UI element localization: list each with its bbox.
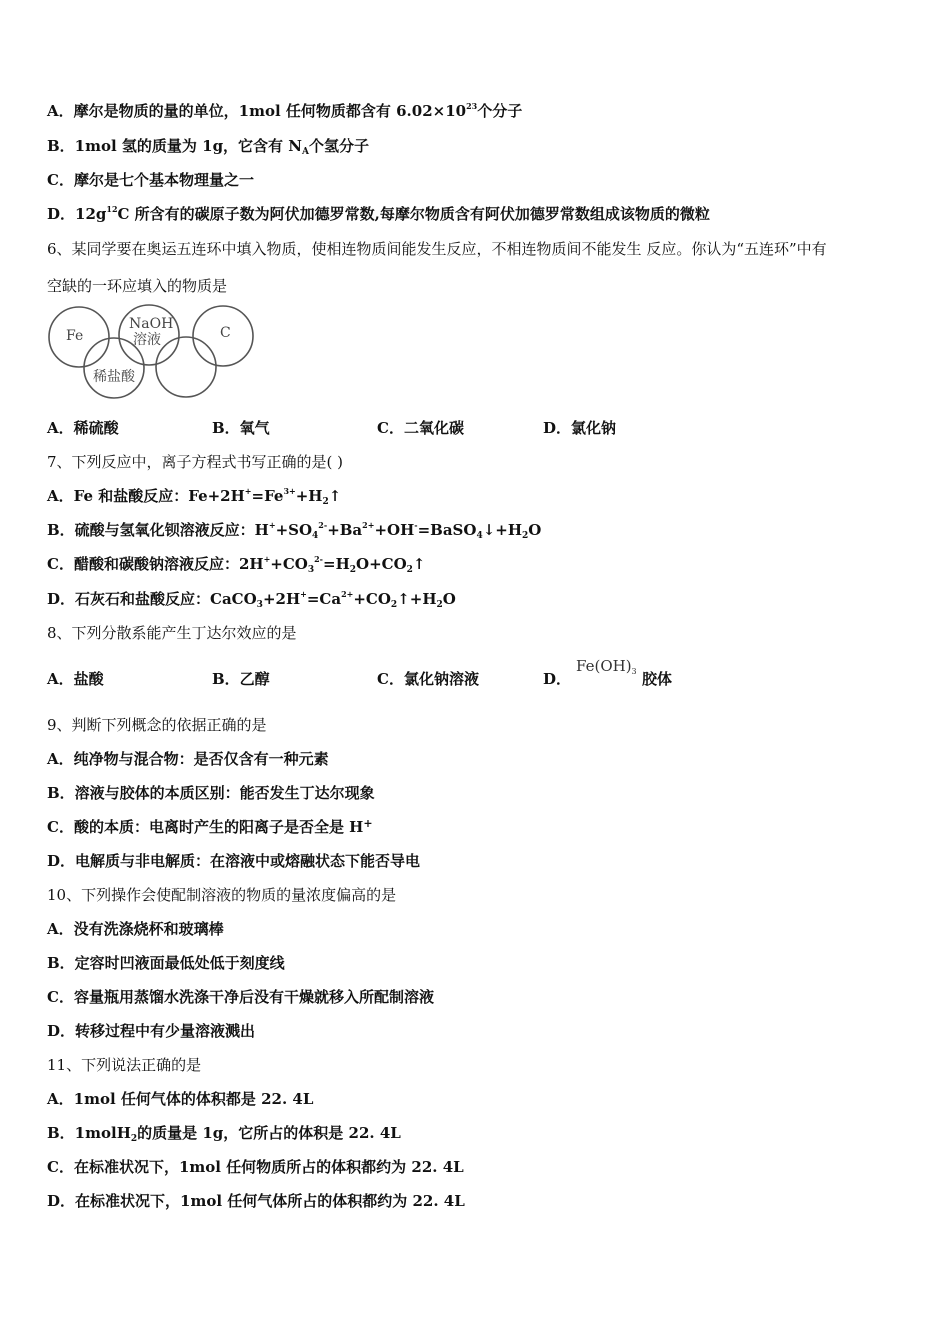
q5-option-c: C．摩尔是七个基本物理量之一: [47, 171, 254, 189]
ring-label-fe: Fe: [66, 328, 84, 344]
ring-label-dilute-hcl: 稀盐酸: [93, 369, 135, 385]
q11-option-c: C．在标准状况下，1mol 任何物质所占的体积都约为 22. 4L: [47, 1158, 464, 1176]
ring-label-c: C: [220, 325, 231, 341]
q5-option-b: B．1mol 氢的质量为 1g，它含有 $N_A$个氢分子: [47, 137, 369, 157]
q11-option-d: D．在标准状况下，1mol 任何气体所占的体积都约为 22. 4L: [47, 1192, 465, 1210]
q8-option-d: D．: [543, 670, 572, 688]
ring-empty: [156, 337, 216, 397]
q10-option-a: A．没有洗涤烧杯和玻璃棒: [47, 920, 224, 938]
q6-option-d: D．氯化钠: [543, 419, 617, 437]
q5-option-d: D．$12g^{12}C$ 所含有的碳原子数为阿伏加德罗常数,每摩尔物质含有阿伏加德罗常数组成该物质的微粒: [47, 204, 710, 223]
q8-option-d-text: 胶体: [642, 670, 673, 688]
q9-stem: 9、判断下列概念的依据正确的是: [47, 716, 267, 734]
ring-label-solution: 溶液: [133, 332, 161, 348]
q10-option-d: D．转移过程中有少量溶液溅出: [47, 1022, 256, 1040]
q9-option-d: D．电解质与非电解质：在溶液中或熔融状态下能否导电: [47, 852, 421, 870]
q8-option-a: A．盐酸: [47, 670, 104, 688]
q10-option-b: B．定容时凹液面最低处低于刻度线: [47, 954, 285, 972]
q5-option-a: A．摩尔是物质的量的单位，1mol 任何物质都含有 $6.02\times 10^{23}$个分子: [47, 101, 523, 120]
q6-option-c: C．二氧化碳: [377, 419, 464, 437]
q8-option-d-formula: $Fe(OH)_3$: [576, 657, 637, 676]
q7-option-d: D．石灰石和盐酸反应：$CaCO_3+2H^+=Ca^{2+}+CO_2↑+H_2O$: [47, 589, 456, 610]
q6-stem-line1: 6、某同学要在奥运五连环中填入物质，使相连物质间能发生反应，不相连物质间不能发生 反应。你认为“五连环”中有: [47, 240, 827, 258]
q9-option-a: A．纯净物与混合物：是否仅含有一种元素: [47, 750, 329, 768]
q8-option-c: C．氯化钠溶液: [377, 670, 479, 688]
q6-option-a: A．稀硫酸: [47, 419, 119, 437]
q7-option-b: B．硫酸与氢氧化钡溶液反应：$H^++SO_4^{2-}+Ba^{2+}+OH^-=BaSO_4↓+H_2O$: [47, 520, 542, 541]
q9-option-c: C．酸的本质：电离时产生的阳离子是否全是 H+: [47, 817, 373, 836]
q7-option-c: C．醋酸和碳酸钠溶液反应：$2H^++CO_3^{2-}=H_2O+CO_2↑$: [47, 554, 426, 575]
ring-label-naoh: NaOH: [129, 316, 174, 332]
q11-option-b: B．1molH$_2$的质量是 1g，它所占的体积是 22. 4L: [47, 1124, 401, 1144]
q10-stem: 10、下列操作会使配制溶液的物质的量浓度偏高的是: [47, 886, 397, 904]
q8-option-b: B．乙醇: [212, 670, 270, 688]
q6-option-b: B．氧气: [212, 419, 270, 437]
q9-option-b: B．溶液与胶体的本质区别：能否发生丁达尔现象: [47, 784, 375, 802]
q11-option-a: A．1mol 任何气体的体积都是 22. 4L: [47, 1090, 314, 1108]
q7-stem: 7、下列反应中，离子方程式书写正确的是( ): [47, 453, 344, 471]
q10-option-c: C．容量瓶用蒸馏水洗涤干净后没有干燥就移入所配制溶液: [47, 988, 434, 1006]
q11-stem: 11、下列说法正确的是: [47, 1056, 202, 1074]
q7-option-a: A．Fe 和盐酸反应：$Fe+2H^+=Fe^{3+}+H_2↑$: [47, 486, 342, 507]
q8-stem: 8、下列分散系能产生丁达尔效应的是: [47, 624, 297, 642]
q6-stem-line2: 空缺的一环应填入的物质是: [47, 277, 228, 295]
olympic-rings-diagram: [44, 304, 259, 400]
